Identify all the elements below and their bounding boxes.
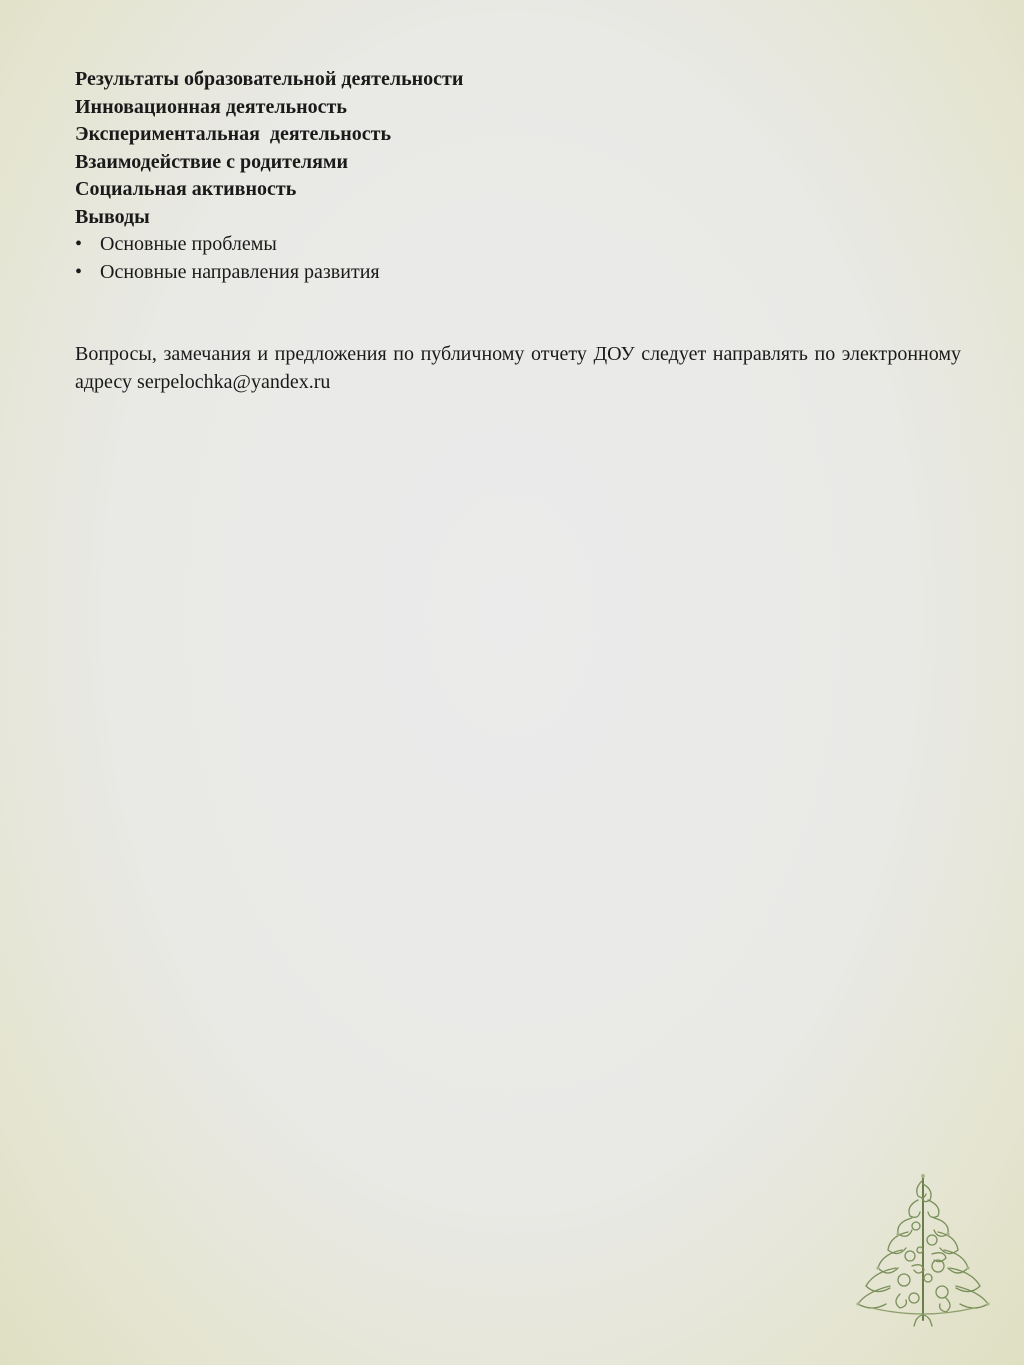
ornamental-christmas-tree-icon [852, 1170, 994, 1328]
contact-note-text: Вопросы, замечания и предложения по публичному отчету ДОУ следует направлять по электронному адресу [75, 343, 966, 393]
contact-email[interactable]: serpelochka@yandex.ru [137, 370, 331, 393]
heading-education-results: Результаты образовательной деятельности [75, 68, 464, 90]
bullet-marker: • [75, 260, 83, 283]
heading-innovation: Инновационная деятельность [75, 95, 347, 118]
heading-social-activity: Социальная активность [75, 178, 297, 200]
contact-note [75, 341, 966, 396]
list-item [75, 259, 961, 287]
bullet-marker: • [75, 233, 83, 255]
heading-experimental: Экспериментальная деятельность [75, 123, 392, 145]
heading-conclusions: Выводы [75, 205, 150, 228]
list-item-text: Основные направления развития [100, 260, 380, 283]
list-item-text: Основные проблемы [100, 233, 277, 255]
conclusions-list [75, 231, 961, 286]
document-body [75, 66, 966, 416]
list-item [75, 231, 961, 259]
heading-parents-interaction: Взаимодействие с родителями [75, 150, 349, 173]
